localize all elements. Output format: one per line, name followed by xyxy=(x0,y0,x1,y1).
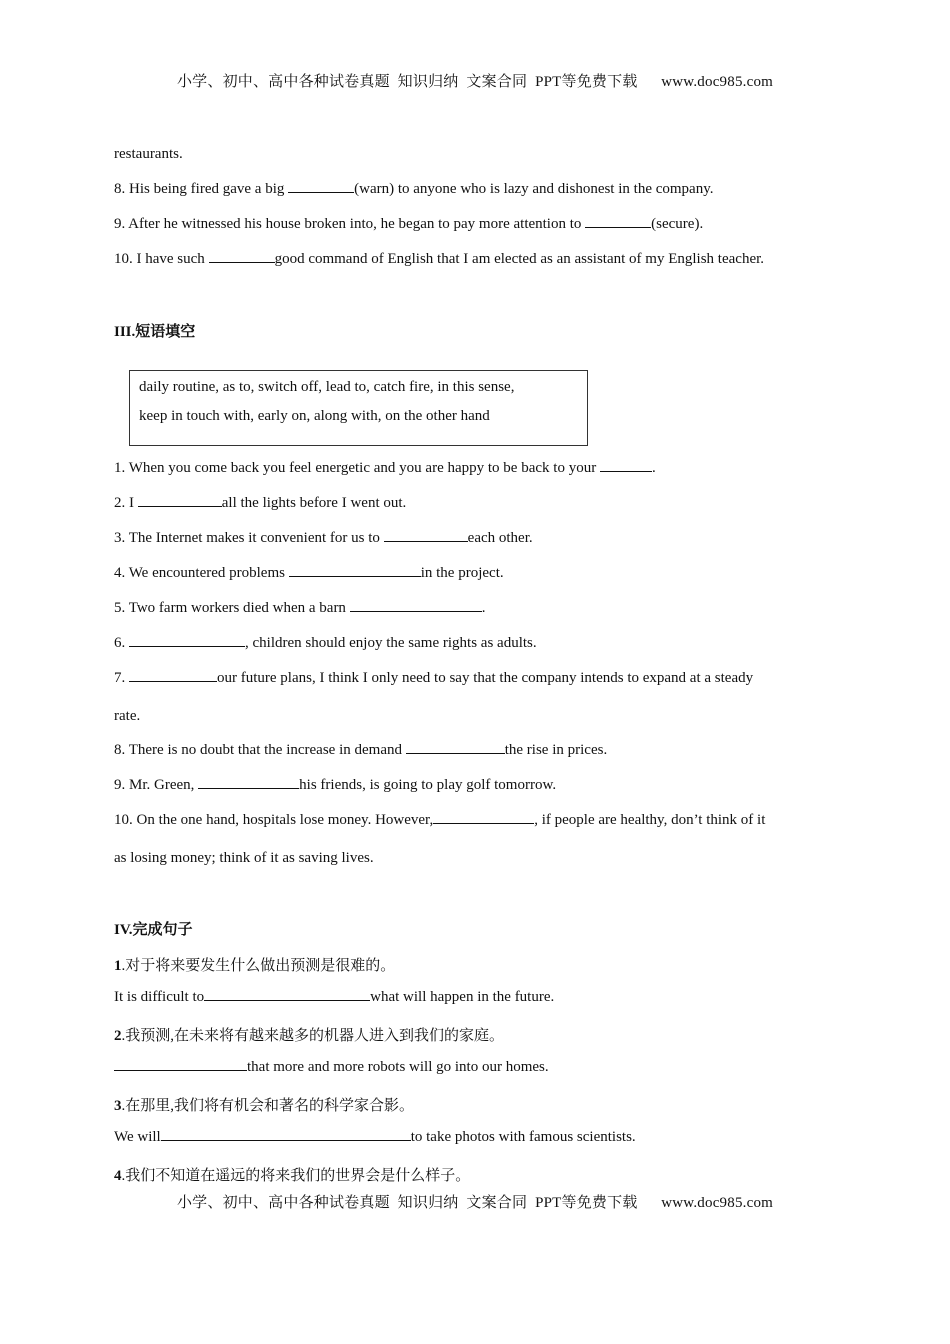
question-text: 6. xyxy=(114,635,129,651)
question-text: what will happen in the future. xyxy=(370,989,555,1005)
question-iii-4 xyxy=(114,565,504,582)
answer-blank[interactable] xyxy=(204,999,370,1001)
question-text: 9. After he witnessed his house broken into, he began to pay more attention to xyxy=(114,216,586,232)
page-header: 小学、初中、高中各种试卷真题 知识归纳 文案合同 PPT等免费下载 www.doc985.com xyxy=(176,74,774,90)
answer-blank[interactable] xyxy=(161,1139,411,1141)
question-text: 4. We encountered problems xyxy=(114,565,289,581)
answer-blank[interactable] xyxy=(406,752,505,754)
question-prompt: .我们不知道在遥远的将来我们的世界会是什么样子。 xyxy=(121,1168,471,1184)
question-text: to take photos with famous scientists. xyxy=(410,1129,636,1145)
question-iv-2-prompt xyxy=(114,1024,504,1045)
question-text: 10. On the one hand, hospitals lose money. However, xyxy=(114,812,434,828)
question-text: that more and more robots will go into our homes. xyxy=(247,1059,549,1075)
question-text: . xyxy=(651,460,656,476)
answer-blank[interactable] xyxy=(288,191,354,193)
answer-blank[interactable] xyxy=(600,470,652,472)
question-text: 8. His being fired gave a big xyxy=(114,181,289,197)
question-text: 8. There is no doubt that the increase in demand xyxy=(114,742,406,758)
question-iii-2 xyxy=(114,495,406,512)
question-text: We will xyxy=(114,1129,161,1145)
question-iv-3-prompt xyxy=(114,1094,414,1115)
answer-blank[interactable] xyxy=(350,610,482,612)
question-text: in the project. xyxy=(420,565,504,581)
question-text: , children should enjoy the same rights as adults. xyxy=(245,635,537,651)
question-text: the rise in prices. xyxy=(504,742,608,758)
continued-sentence: restaurants. xyxy=(114,146,183,162)
question-iv-3 xyxy=(114,1129,636,1146)
answer-blank[interactable] xyxy=(114,1069,247,1071)
question-prompt: .在那里,我们将有机会和著名的科学家合影。 xyxy=(121,1098,415,1114)
answer-blank[interactable] xyxy=(129,680,217,682)
answer-blank[interactable] xyxy=(384,540,468,542)
question-text: our future plans, I think I only need to say that the company intends to expand at a steady xyxy=(217,670,754,686)
question-iii-7 xyxy=(114,670,753,687)
question-text: all the lights before I went out. xyxy=(221,495,407,511)
question-iv-1-prompt xyxy=(114,954,395,975)
question-number: 1 xyxy=(114,958,122,974)
question-iii-5 xyxy=(114,600,485,617)
page-footer: 小学、初中、高中各种试卷真题 知识归纳 文案合同 PPT等免费下载 www.doc985.com xyxy=(176,1195,774,1211)
question-iii-6 xyxy=(114,635,537,652)
answer-blank[interactable] xyxy=(289,575,421,577)
phrase-box-line: daily routine, as to, switch off, lead to, catch fire, in this sense, xyxy=(139,379,515,395)
answer-blank[interactable] xyxy=(129,645,245,647)
question-text: (secure). xyxy=(651,216,704,232)
question-text: 10. I have such xyxy=(114,251,209,267)
question-iii-1 xyxy=(114,460,656,477)
question-iii-3 xyxy=(114,530,533,547)
question-text: his friends, is going to play golf tomorrow. xyxy=(299,777,557,793)
question-text: (warn) to anyone who is lazy and dishonest in the company. xyxy=(354,181,714,197)
question-text: 9. Mr. Green, xyxy=(114,777,199,793)
question-iii-10-cont: as losing money; think of it as saving lives. xyxy=(114,850,374,866)
question-prompt: .对于将来要发生什么做出预测是很难的。 xyxy=(121,958,396,974)
question-text: 3. The Internet makes it convenient for us to xyxy=(114,530,384,546)
answer-blank[interactable] xyxy=(198,787,299,789)
section-iv-title: IV.完成句子 xyxy=(114,922,193,938)
question-iii-7-cont: rate. xyxy=(114,708,141,724)
question-text: 7. xyxy=(114,670,129,686)
phrase-box-line: keep in touch with, early on, along with, on the other hand xyxy=(139,408,490,424)
question-text: It is difficult to xyxy=(114,989,205,1005)
question-iii-8 xyxy=(114,742,607,759)
question-ii-8 xyxy=(114,181,713,198)
question-text: good command of English that I am elected as an assistant of my English teacher. xyxy=(274,251,765,267)
question-iii-9 xyxy=(114,777,556,794)
question-prompt: .我预测,在未来将有越来越多的机器人进入到我们的家庭。 xyxy=(121,1028,505,1044)
answer-blank[interactable] xyxy=(585,226,651,228)
question-iv-2 xyxy=(114,1059,549,1076)
answer-blank[interactable] xyxy=(138,505,222,507)
question-text: each other. xyxy=(467,530,533,546)
question-number: 2 xyxy=(114,1028,122,1044)
question-ii-10 xyxy=(114,251,764,268)
question-text: . xyxy=(481,600,486,616)
question-number: 4 xyxy=(114,1168,122,1184)
question-text: , if people are healthy, don’t think of it xyxy=(534,812,766,828)
section-iii-title: III.短语填空 xyxy=(114,324,196,340)
question-iv-4-prompt xyxy=(114,1164,470,1185)
question-text: 2. I xyxy=(114,495,138,511)
phrase-box xyxy=(129,370,588,446)
question-ii-9 xyxy=(114,216,703,233)
answer-blank[interactable] xyxy=(209,261,275,263)
question-number: 3 xyxy=(114,1098,122,1114)
question-text: 5. Two farm workers died when a barn xyxy=(114,600,350,616)
answer-blank[interactable] xyxy=(433,822,534,824)
question-text: 1. When you come back you feel energetic and you are happy to be back to your xyxy=(114,460,600,476)
question-iv-1 xyxy=(114,989,554,1006)
question-iii-10 xyxy=(114,812,765,829)
